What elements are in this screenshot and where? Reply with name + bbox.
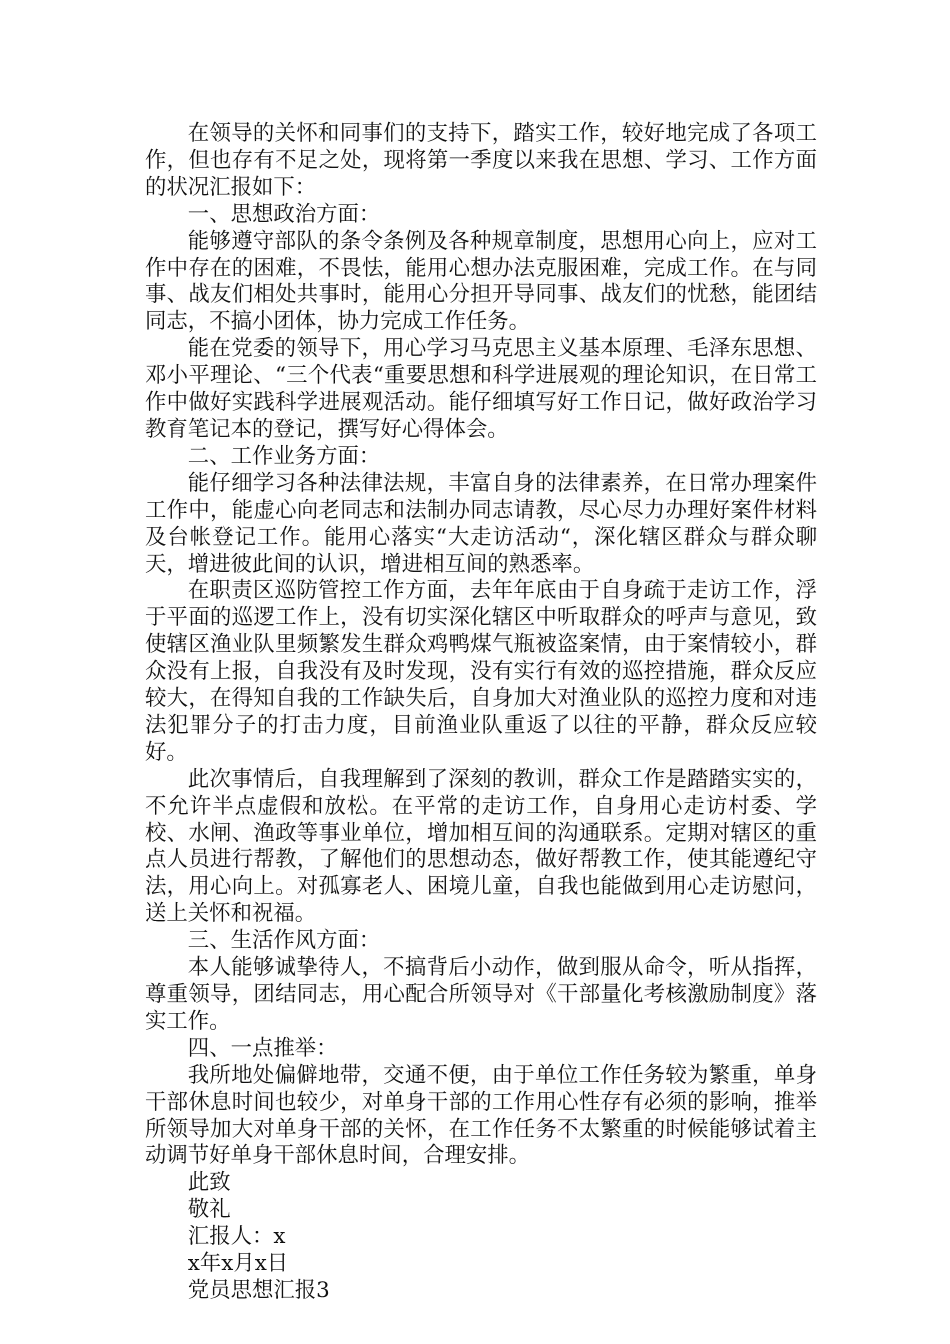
document-body — [145, 121, 817, 1305]
work-paragraph-3: 此次事情后，自我理解到了深刻的教训，群众工作是踏踏实实的，不允许半点虚假和放松。在平常的走访工作，自身用心走访村委、学校、水闸、渔政等事业单位，增加相互间的沟通联系。定期对辖区的重点人员进行帮教，了解他们的思想动态，做好帮教工作，使其能遵纪守法，用心向上。对孤寡老人、困境儿童，自我也能做到用心走访慰问，送上关怀和祝福。 — [145, 766, 817, 927]
closing-salutation-1: 此致 — [187, 1170, 231, 1196]
section-heading-ideology: 一、思想政治方面： — [187, 201, 381, 227]
section-heading-life: 三、生活作风方面： — [187, 928, 381, 954]
reporter-line: 汇报人：x — [187, 1224, 286, 1250]
section-heading-suggestion: 四、一点推举： — [187, 1035, 338, 1061]
closing-salutation-2: 敬礼 — [187, 1197, 231, 1223]
date-line: x年x月x日 — [187, 1251, 289, 1277]
ideology-paragraph-2: 能在党委的领导下，用心学习马克思主义基本原理、毛泽东思想、邓小平理论、“三个代表“重要思想和科学进展观的理论知识，在日常工作中做好实践科学进展观活动。能仔细填写好工作日记，做好政治学习教育笔记本的登记，撰写好心得体会。 — [145, 336, 817, 442]
suggestion-paragraph: 我所地处偏僻地带，交通不便，由于单位工作任务较为繁重，单身干部休息时间也较少，对单身干部的工作用心性存有必须的影响，推举所领导加大对单身干部的关怀，在工作任务不太繁重的时候能够试着主动调节好单身干部休息时间，合理安排。 — [145, 1062, 817, 1169]
section-heading-work: 二、工作业务方面： — [187, 443, 381, 469]
work-paragraph-2: 在职责区巡防管控工作方面，去年年底由于自身疏于走访工作，浮于平面的巡逻工作上，没有切实深化辖区中听取群众的呼声与意见，致使辖区渔业队里频繁发生群众鸡鸭煤气瓶被盗案情，由于案情较小，群众没有上报，自我没有及时发现，没有实行有效的巡控措施，群众反应较大，在得知自我的工作缺失后，自身加大对渔业队的巡控力度和对违法犯罪分子的打击力度，目前渔业队重返了以往的平静，群众反应较好。 — [145, 578, 817, 765]
next-document-title: 党员思想汇报3 — [187, 1277, 330, 1303]
intro-paragraph: 在领导的关怀和同事们的支持下，踏实工作，较好地完成了各项工作，但也存有不足之处，现将第一季度以来我在思想、学习、工作方面的状况汇报如下： — [145, 121, 817, 200]
life-paragraph: 本人能够诚挚待人，不搞背后小动作，做到服从命令，听从指挥，尊重领导，团结同志，用心配合所领导对《干部量化考核激励制度》落实工作。 — [145, 955, 817, 1034]
work-paragraph-1: 能仔细学习各种法律法规，丰富自身的法律素养，在日常办理案件工作中，能虚心向老同志和法制办同志请教，尽心尽力办理好案件材料及台帐登记工作。能用心落实“大走访活动“，深化辖区群众与群众聊天，增进彼此间的认识，增进相互间的熟悉率。 — [145, 470, 817, 577]
ideology-paragraph-1: 能够遵守部队的条令条例及各种规章制度，思想用心向上，应对工作中存在的困难，不畏怯，能用心想办法克服困难，完成工作。在与同事、战友们相处共事时，能用心分担开导同事、战友们的忧愁，能团结同志，不搞小团体，协力完成工作任务。 — [145, 228, 817, 335]
